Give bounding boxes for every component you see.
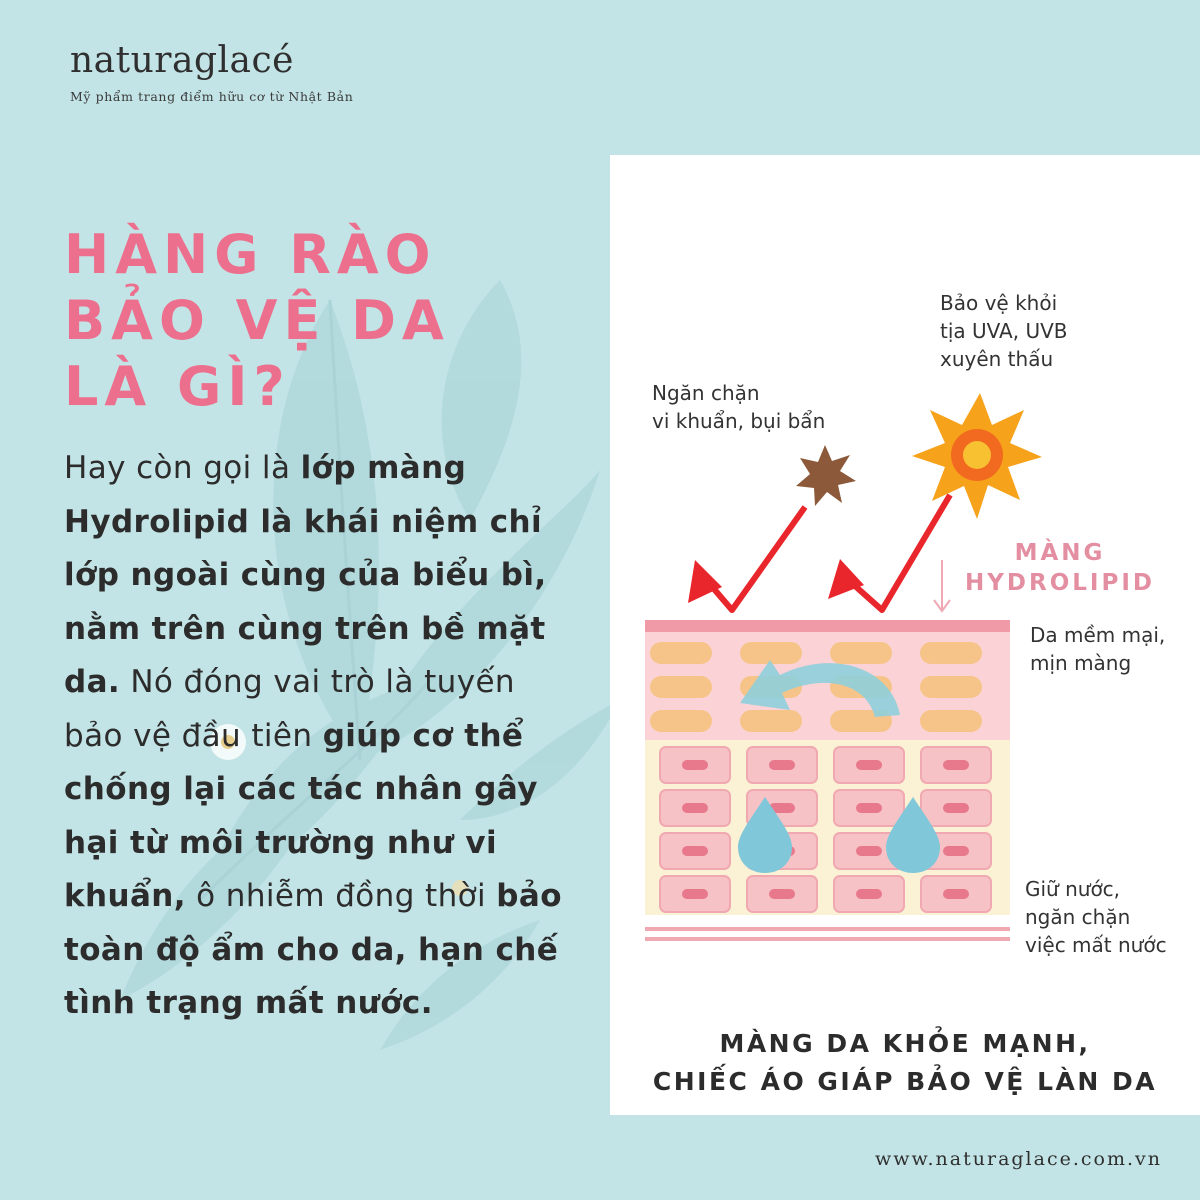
bacteria-icon: [796, 445, 856, 506]
sun-icon: [912, 393, 1042, 519]
body-text-2: Nó đóng vai trò là tuyến bảo vệ đầu tiên: [64, 664, 515, 754]
hydrolipid-layer: [645, 620, 1010, 632]
red-arrow-icon: [702, 495, 950, 610]
brand-tagline: Mỹ phẩm trang điểm hữu cơ từ Nhật Bản: [70, 89, 354, 104]
diagram-panel: [610, 155, 1200, 1115]
soft-skin-label: Da mềm mại, mịn màng: [1030, 623, 1166, 675]
diagram-caption: MÀNG DA KHỎE MẠNH, CHIẾC ÁO GIÁP BẢO VỆ LÀN DA: [652, 1029, 1158, 1096]
water-retention-label: Giữ nước, ngăn chặn việc mất nước: [1025, 877, 1167, 957]
body-bold-1: lớp màng Hydrolipid là khái niệm chỉ lớp ngoài cùng của biểu bì, nằm trên cùng trên bề mặt da.: [64, 450, 547, 700]
uv-protection-label: Bảo vệ khỏi tịa UVA, UVB xuyên thấu: [940, 291, 1068, 371]
bottom-lines: [645, 927, 1010, 941]
headline-line-1: HÀNG RÀO: [64, 223, 437, 286]
hydrolipid-label: MÀNG HYDROLIPID: [965, 540, 1155, 596]
body-bold-3: bảo toàn độ ẩm cho da, hạn chế tình trạng mất nước.: [64, 878, 562, 1021]
body-text-3: ô nhiễm đồng thời: [185, 878, 497, 914]
brand-logo: [70, 40, 353, 104]
body-paragraph: [64, 442, 584, 1031]
headline-line-3: LÀ GÌ?: [64, 355, 291, 418]
headline-line-2: BẢO VỆ DA: [64, 289, 450, 352]
bacteria-protection-label: Ngăn chặn vi khuẩn, bụi bẩn: [652, 381, 826, 433]
brand-name: naturaglacé: [70, 40, 294, 81]
hydrolipid-pointer-icon: [934, 560, 950, 611]
body-text-1: Hay còn gọi là: [64, 450, 301, 486]
headline: [64, 222, 450, 420]
body-bold-2: giúp cơ thể chống lại các tác nhân gây hại từ môi trường như vi khuẩn,: [64, 717, 538, 914]
website-url: www.naturaglace.com.vn: [874, 1148, 1162, 1170]
